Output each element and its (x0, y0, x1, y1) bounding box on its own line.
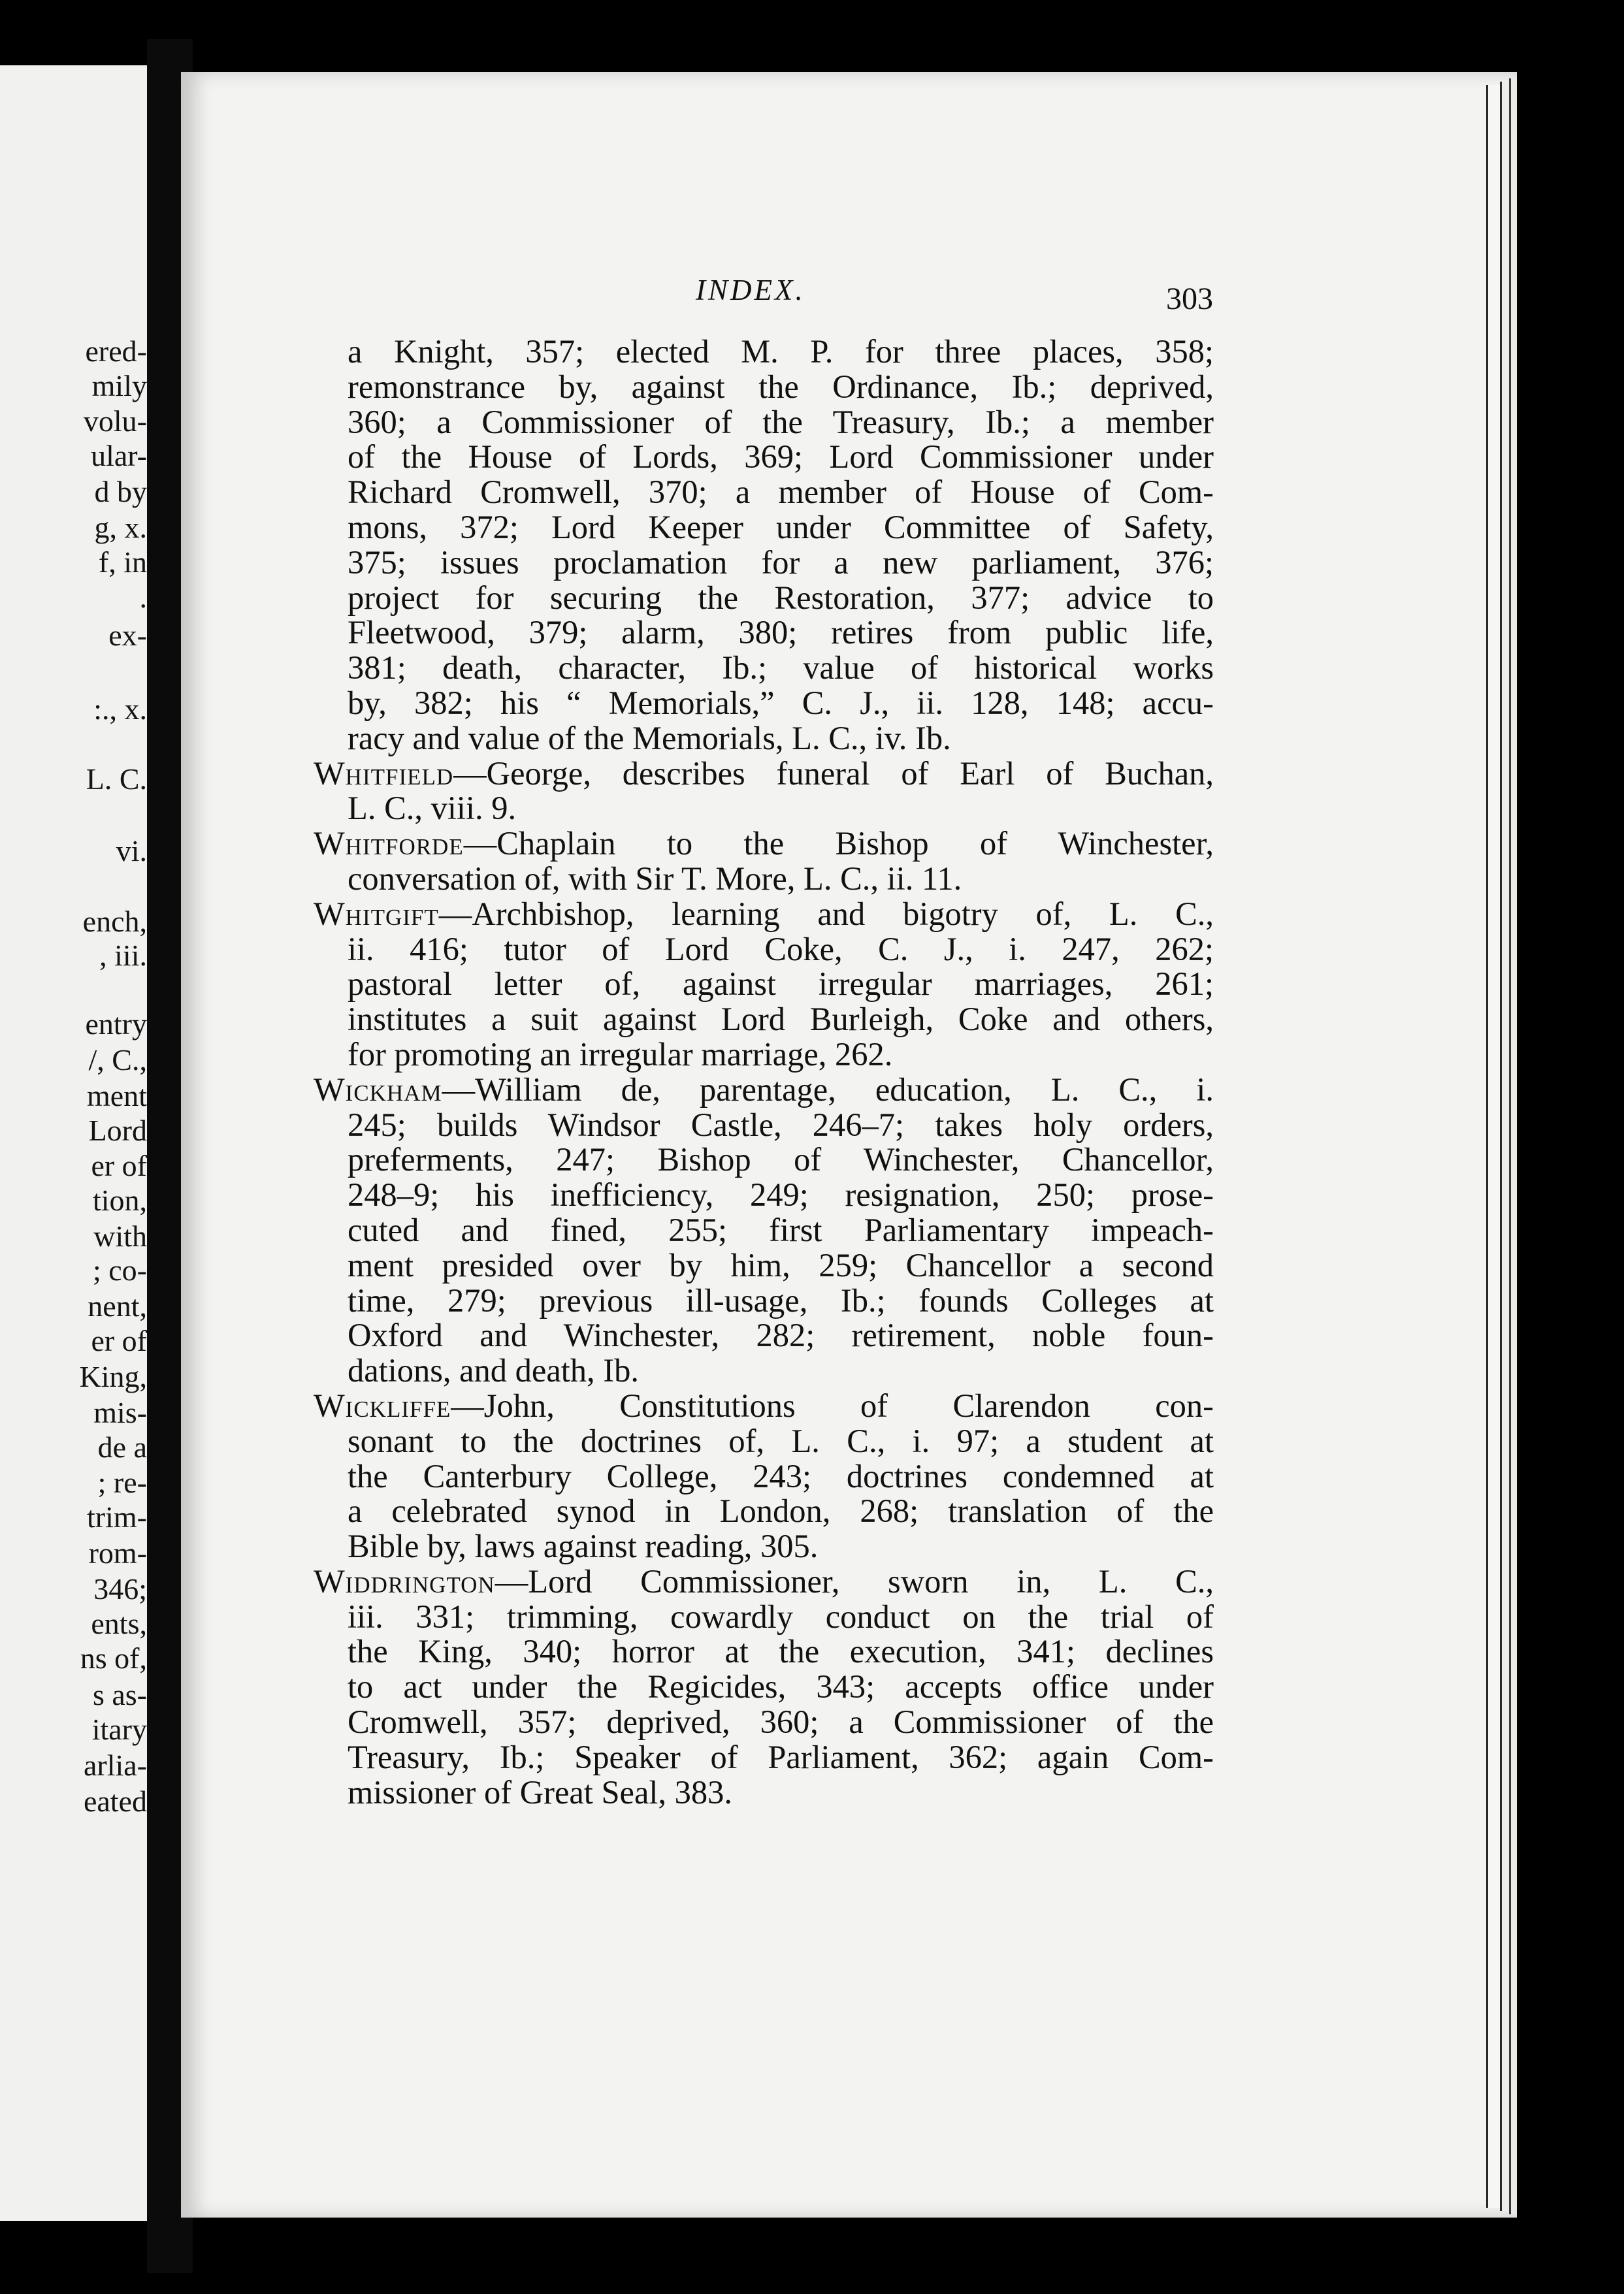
index-line: Widdrington—Lord Commissioner, sworn in, L. C., (314, 1562, 1214, 1600)
left-page-fragment: , iii. (99, 939, 147, 972)
left-page-fragment: g, x. (94, 511, 147, 544)
index-line: Richard Cromwell, 370; a member of House of Com- (348, 474, 1214, 511)
index-line: Whitfield—George, describes funeral of Earl of Buchan, (314, 754, 1214, 792)
index-entry (314, 756, 1214, 827)
index-line: by, 382; his “ Memorials,” C. J., ii. 128, 148; accu- (348, 684, 1214, 721)
index-line: 375; issues proclamation for a new parliament, 376; (348, 543, 1214, 581)
index-headword: Wickliffe (314, 1387, 451, 1424)
index-line: Oxford and Winchester, 282; retirement, noble foun- (348, 1317, 1214, 1354)
index-line: pastoral letter of, against irregular marriages, 261; (348, 965, 1214, 1003)
index-line: the King, 340; horror at the execution, 341; declines (348, 1633, 1214, 1670)
index-headword: Whitfield (314, 754, 454, 792)
page-edge (1486, 85, 1500, 2208)
left-page-fragment: s as- (92, 1678, 147, 1711)
index-line: of the House of Lords, 369; Lord Commissioner under (348, 438, 1214, 476)
index-line: ment presided over by him, 259; Chancellor a second (348, 1246, 1214, 1284)
index-entry (314, 1073, 1214, 1389)
index-line: project for securing the Restoration, 377; advice to (348, 579, 1214, 616)
index-line: preferments, 247; Bishop of Winchester, Chancellor, (348, 1141, 1214, 1178)
index-line: the Canterbury College, 243; doctrines condemned at (348, 1457, 1214, 1494)
page-edge (1500, 82, 1510, 2211)
index-line: racy and value of the Memorials, L. C., iv. Ib. (348, 719, 951, 756)
left-page-fragment: tion, (92, 1184, 147, 1217)
left-page-fragment: King, (79, 1360, 147, 1393)
left-page-fragment: ents, (91, 1607, 147, 1640)
left-page-fragment: ench, (82, 905, 147, 938)
left-page-fragment: eated (83, 1785, 147, 1818)
index-line: time, 279; previous ill-usage, Ib.; founds Colleges at (348, 1282, 1214, 1319)
index-line: L. C., viii. 9. (348, 790, 517, 827)
left-page-fragment: volu- (83, 404, 147, 438)
index-line: institutes a suit against Lord Burleigh, Coke and others, (348, 1001, 1214, 1038)
left-page (0, 65, 147, 2221)
left-page-fragment: itary (91, 1713, 147, 1746)
index-line: 381; death, character, Ib.; value of historical works (348, 649, 1214, 687)
page-number: 303 (1166, 282, 1213, 316)
left-page-fragment: Lord (88, 1114, 147, 1147)
index-line: for promoting an irregular marriage, 262. (348, 1035, 893, 1073)
index-line: Wickham—William de, parentage, education, L. C., i. (314, 1071, 1214, 1108)
index-line: to act under the Regicides, 343; accepts office under (348, 1668, 1214, 1705)
left-page-fragment: d by (94, 475, 147, 508)
left-page-fragment: L. C. (86, 762, 147, 796)
index-line: Whitforde—Chaplain to the Bishop of Winchester, (314, 825, 1214, 862)
index-line: Fleetwood, 379; alarm, 380; retires from public life, (348, 614, 1214, 651)
index-line: remonstrance by, against the Ordinance, Ib.; deprived, (348, 368, 1214, 405)
index-line: Bible by, laws against reading, 305. (348, 1528, 819, 1565)
index-line: 248–9; his inefficiency, 249; resignation, 250; prose- (348, 1176, 1214, 1214)
index-entry (314, 334, 1214, 756)
index-line: 360; a Commissioner of the Treasury, Ib.; a member (348, 403, 1214, 440)
left-page-fragment: er of (91, 1324, 147, 1357)
left-page-fragment: with (93, 1220, 147, 1253)
index-headword: Widdrington (314, 1562, 495, 1600)
index-entry (314, 1389, 1214, 1564)
index-line: a Knight, 357; elected M. P. for three places, 358; (348, 333, 1214, 370)
index-text-block (314, 334, 1214, 1810)
left-page-fragment: f, in (98, 545, 147, 579)
left-page-fragment: ; co- (92, 1253, 147, 1287)
left-page-fragment: nent, (88, 1289, 147, 1323)
index-headword: Whitforde (314, 825, 464, 862)
index-line: 245; builds Windsor Castle, 246–7; takes holy orders, (348, 1106, 1214, 1143)
left-page-fragment: ular- (91, 439, 147, 472)
left-page-fragment: ment (87, 1079, 147, 1112)
index-line: a celebrated synod in London, 268; translation of the (348, 1493, 1214, 1530)
page-edge (1509, 78, 1517, 2214)
index-line: mons, 372; Lord Keeper under Committee of Safety, (348, 508, 1214, 545)
index-line: Cromwell, 357; deprived, 360; a Commissioner of the (348, 1704, 1214, 1741)
index-entry (314, 1564, 1214, 1811)
left-page-fragment: arlia- (83, 1749, 147, 1782)
left-page-fragment: ; re- (97, 1466, 147, 1499)
index-line: cuted and fined, 255; first Parliamentary impeach- (348, 1211, 1214, 1248)
index-line: missioner of Great Seal, 383. (348, 1773, 733, 1811)
left-page-fragment: er of (91, 1149, 147, 1182)
index-line: Treasury, Ib.; Speaker of Parliament, 362; again Com- (348, 1738, 1214, 1775)
left-page-fragment: ex- (108, 619, 147, 652)
running-head: INDEX. (696, 274, 805, 306)
left-page-fragment: . (139, 581, 147, 614)
left-page-fragment: mily (91, 369, 147, 402)
left-page-fragment: :., x. (93, 692, 147, 726)
index-line: ii. 416; tutor of Lord Coke, C. J., i. 247, 262; (348, 930, 1214, 967)
left-page-fragment: rom- (88, 1536, 147, 1570)
index-entry (314, 826, 1214, 897)
index-line: dations, and death, Ib. (348, 1352, 639, 1389)
index-headword: Wickham (314, 1071, 442, 1108)
left-page-fragment: de a (97, 1430, 147, 1464)
index-entry (314, 897, 1214, 1073)
left-page-fragment: mis- (93, 1396, 147, 1429)
left-page-fragment: 346; (93, 1572, 147, 1606)
left-page-fragment: entry (85, 1007, 147, 1041)
index-headword: Whitgift (314, 895, 439, 932)
left-page-fragment: ns of, (80, 1641, 147, 1675)
index-line: Wickliffe—John, Constitutions of Clarendon con- (314, 1387, 1214, 1424)
index-line: sonant to the doctrines of, L. C., i. 97; a student at (348, 1422, 1214, 1459)
left-page-fragment: trim- (87, 1500, 147, 1534)
left-page-fragment: ered- (85, 334, 147, 368)
index-line: Whitgift—Archbishop, learning and bigotry of, L. C., (314, 895, 1214, 932)
index-line: iii. 331; trimming, cowardly conduct on the trial of (348, 1598, 1214, 1635)
left-page-fragment: vi. (116, 834, 147, 867)
index-line: conversation of, with Sir T. More, L. C., ii. 11. (348, 860, 962, 897)
left-page-fragment: /, C., (88, 1043, 147, 1076)
